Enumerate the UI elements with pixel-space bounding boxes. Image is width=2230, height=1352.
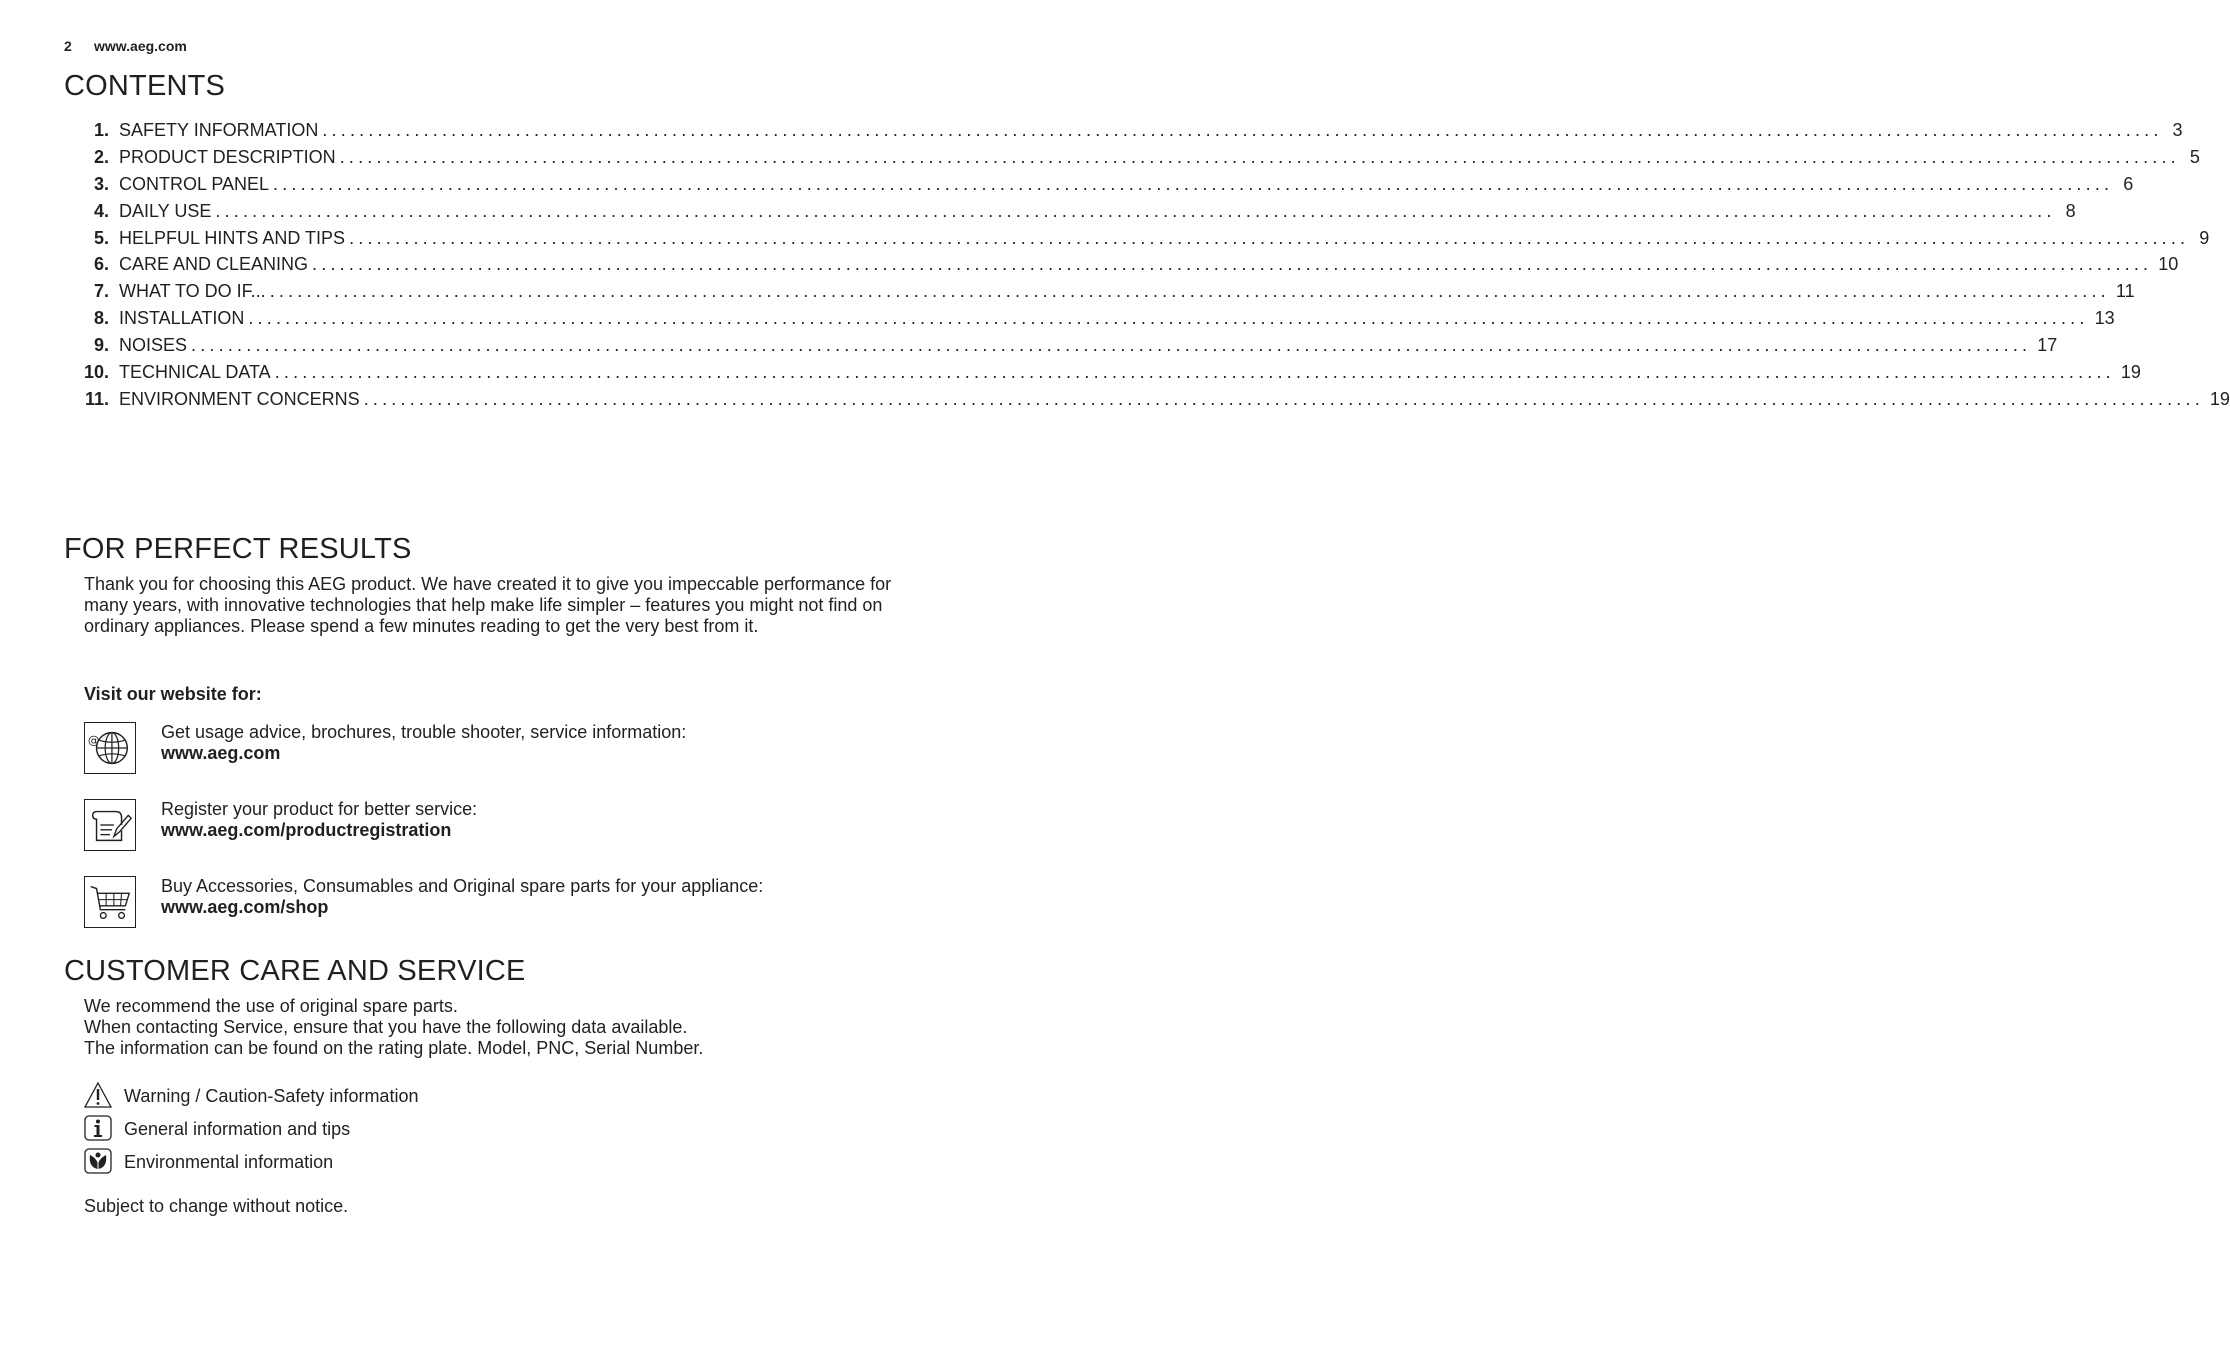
footer-notice: Subject to change without notice.	[84, 1196, 349, 1216]
register-url-link[interactable]: www.aeg.com/productregistration	[161, 820, 452, 840]
toc-title: DAILY USE	[119, 200, 212, 221]
toc-row[interactable]	[76, 362, 2141, 389]
globe-icon	[84, 722, 136, 774]
shop-link-text	[161, 876, 763, 918]
toc-page-number: 8	[2065, 200, 2076, 221]
table-of-contents	[76, 120, 2230, 416]
toc-page-number: 19	[2120, 362, 2141, 383]
toc-row[interactable]	[76, 173, 2134, 201]
toc-leader-dots: ........................................................................................................................................................................................................	[322, 120, 2163, 140]
toc-number: 5.	[93, 227, 109, 248]
toc-page-number: 5	[2189, 146, 2200, 167]
toc-title: SAFETY INFORMATION	[119, 120, 319, 140]
toc-row[interactable]	[76, 388, 2230, 416]
toc-page-number: 19	[2209, 388, 2230, 409]
toc-number: 1.	[93, 120, 109, 140]
toc-title: INSTALLATION	[119, 308, 245, 329]
environment-icon	[84, 1148, 112, 1174]
legend-text: Environmental information	[124, 1152, 334, 1172]
toc-leader-dots: ........................................................................................................................................................................................................	[248, 308, 2089, 329]
cart-icon	[84, 876, 136, 928]
toc-page-number: 11	[2115, 281, 2135, 302]
toc-title: NOISES	[119, 335, 188, 356]
register-link-text	[161, 799, 477, 841]
toc-leader-dots: ........................................................................................................................................................................................................	[363, 388, 2204, 409]
legend-text: General information and tips	[124, 1119, 351, 1139]
toc-row[interactable]	[76, 120, 2183, 147]
svg-text:@: @	[87, 733, 100, 748]
warning-icon	[84, 1082, 112, 1108]
toc-number: 4.	[93, 200, 109, 221]
toc-number: 11.	[84, 388, 109, 409]
toc-leader-dots: ........................................................................................................................................................................................................	[273, 173, 2114, 194]
page-number: 2	[64, 38, 72, 54]
toc-leader-dots: ........................................................................................................................................................................................................	[215, 200, 2056, 221]
toc-leader-dots: ........................................................................................................................................................................................................	[349, 227, 2190, 248]
toc-leader-dots: ........................................................................................................................................................................................................	[274, 362, 2115, 383]
toc-leader-dots: ........................................................................................................................................................................................................	[269, 281, 2110, 302]
toc-number: 6.	[93, 254, 109, 275]
toc-row[interactable]	[76, 227, 2210, 255]
toc-row[interactable]	[76, 335, 2058, 362]
perfect-results-title: FOR PERFECT RESULTS	[64, 533, 412, 565]
link-description: Get usage advice, brochures, trouble shooter, service information:	[161, 722, 687, 742]
care-line: The information can be found on the rating plate. Model, PNC, Serial Number.	[84, 1038, 704, 1058]
shop-url-link[interactable]: www.aeg.com/shop	[161, 897, 329, 917]
toc-number: 9.	[93, 335, 109, 356]
toc-title: PRODUCT DESCRIPTION	[119, 146, 336, 167]
toc-title: WHAT TO DO IF...	[119, 281, 266, 302]
care-line: We recommend the use of original spare parts.	[84, 996, 458, 1016]
toc-row[interactable]	[76, 281, 2135, 308]
toc-row[interactable]	[76, 200, 2076, 228]
toc-page-number: 9	[2199, 227, 2210, 248]
intro-paragraph: Thank you for choosing this AEG product. We have created it to give you impeccable performance for many years, with innovative technologies that help make life simpler – features you might not find on ordinary appliances. Please spend a few minutes reading to get the very best from it.	[84, 574, 892, 636]
toc-page-number: 10	[2158, 254, 2179, 275]
register-icon	[84, 799, 136, 851]
toc-row[interactable]	[76, 146, 2200, 174]
contents-title: CONTENTS	[64, 70, 226, 102]
toc-page-number: 17	[2037, 335, 2058, 356]
toc-title: CONTROL PANEL	[119, 173, 270, 194]
customer-care-title: CUSTOMER CARE AND SERVICE	[64, 955, 526, 987]
care-line: When contacting Service, ensure that you have the following data available.	[84, 1017, 688, 1037]
toc-page-number: 3	[2172, 120, 2183, 140]
link-description: Register your product for better service:	[161, 799, 478, 819]
toc-title: ENVIRONMENT CONCERNS	[119, 388, 360, 409]
toc-number: 3.	[93, 173, 109, 194]
legend-text: Warning / Caution-Safety information	[124, 1086, 419, 1106]
toc-number: 10.	[83, 362, 109, 383]
website-url-link[interactable]: www.aeg.com	[161, 743, 281, 763]
toc-title: CARE AND CLEANING	[119, 254, 309, 275]
toc-row[interactable]	[76, 308, 2115, 335]
toc-number: 2.	[93, 146, 109, 167]
toc-number: 8.	[93, 308, 109, 329]
toc-leader-dots: ........................................................................................................................................................................................................	[191, 335, 2032, 356]
toc-page-number: 13	[2094, 308, 2115, 329]
toc-title: HELPFUL HINTS AND TIPS	[119, 227, 346, 248]
page-header	[64, 38, 187, 54]
toc-row[interactable]	[76, 254, 2179, 281]
toc-leader-dots: ........................................................................................................................................................................................................	[339, 146, 2180, 167]
link-description: Buy Accessories, Consumables and Original spare parts for your appliance:	[161, 876, 764, 896]
toc-title: TECHNICAL DATA	[119, 362, 271, 383]
toc-leader-dots: ........................................................................................................................................................................................................	[312, 254, 2153, 275]
info-icon	[84, 1115, 112, 1141]
website-link-text	[161, 722, 686, 764]
toc-number: 7.	[93, 281, 109, 302]
header-website: www.aeg.com	[94, 38, 187, 54]
toc-page-number: 6	[2123, 173, 2134, 194]
visit-label: Visit our website for:	[84, 684, 262, 704]
